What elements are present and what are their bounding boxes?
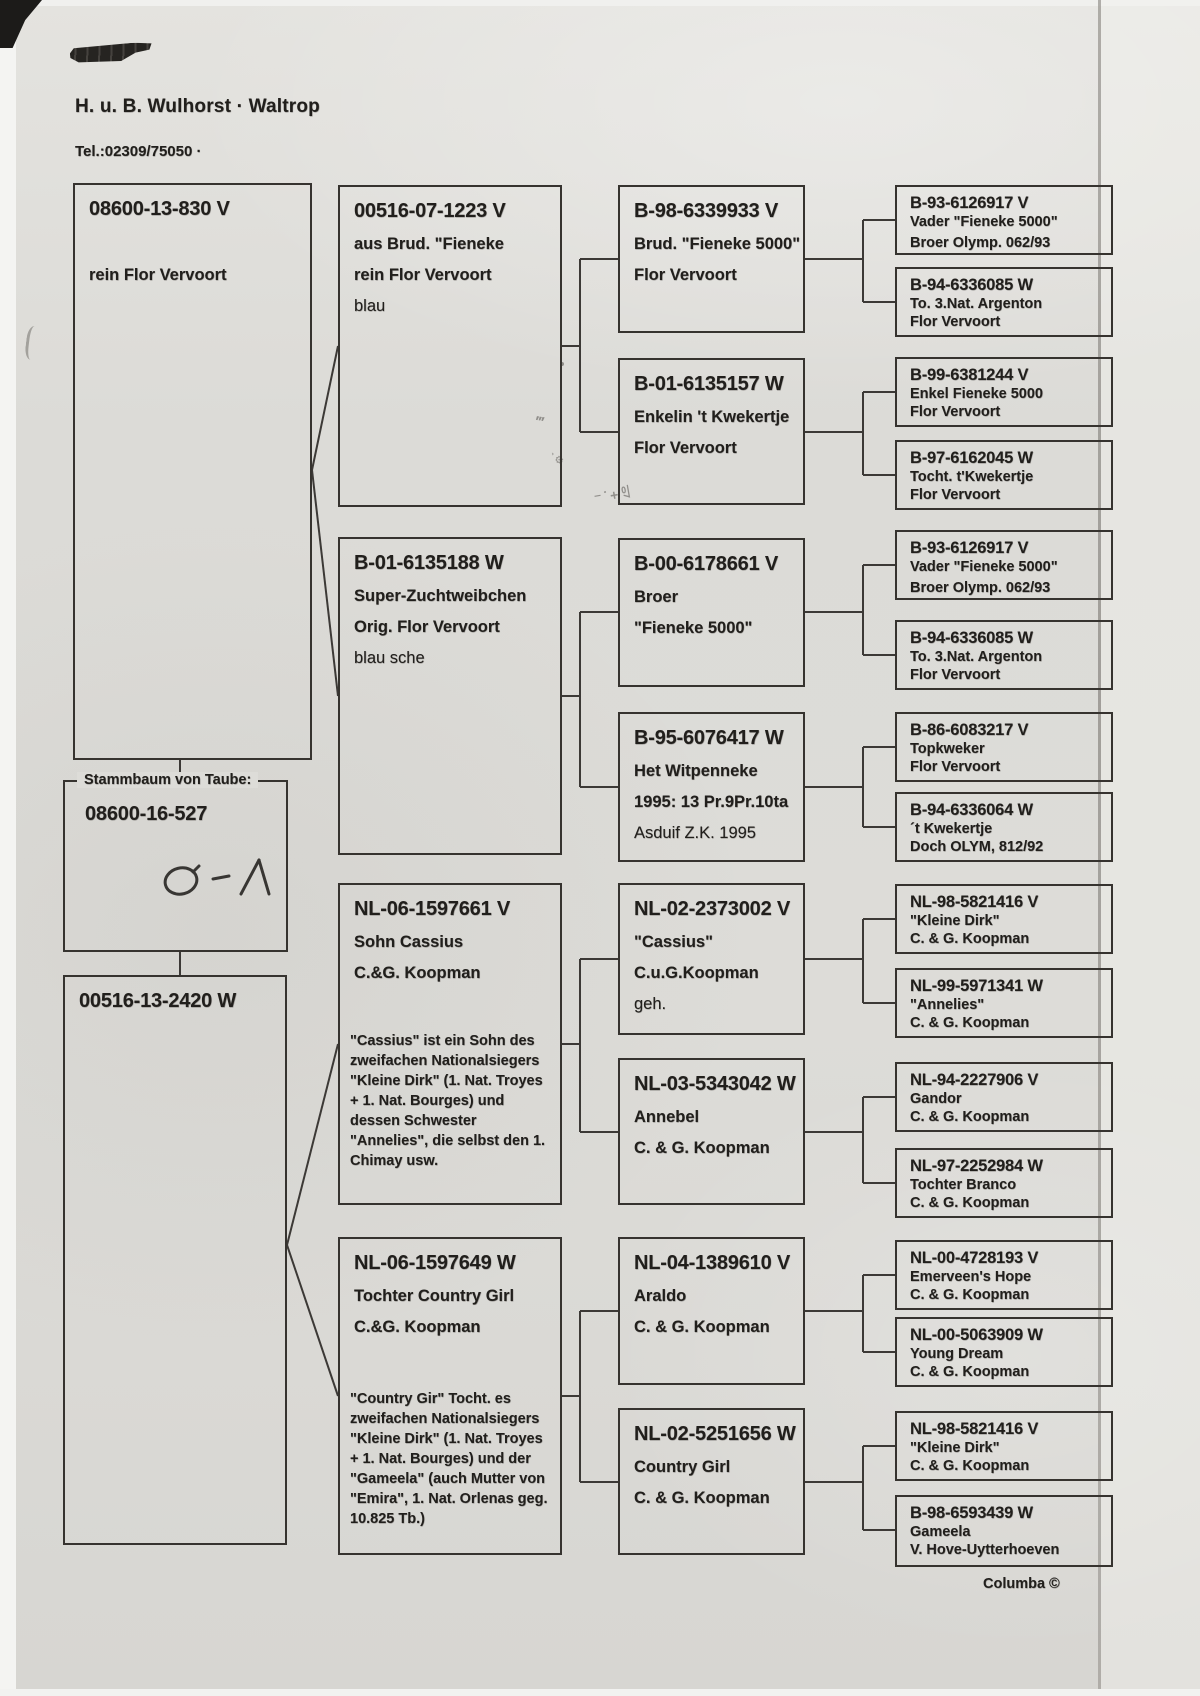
entry-line: Topkweker bbox=[910, 741, 985, 757]
ring-number: NL-98-5821416 V bbox=[910, 1420, 1039, 1438]
pedigree-entry-gen2-3 bbox=[338, 883, 562, 1205]
pedigree-entry-gen4-16 bbox=[895, 1495, 1113, 1567]
ring-number: NL-00-5063909 W bbox=[910, 1326, 1043, 1344]
entry-line: Flor Vervoort bbox=[634, 266, 737, 284]
entry-line: Flor Vervoort bbox=[910, 759, 1001, 775]
ring-number: B-94-6336085 W bbox=[910, 276, 1033, 294]
entry-line: 1995: 13 Pr.9Pr.10ta bbox=[634, 793, 789, 811]
entry-line: geh. bbox=[634, 995, 667, 1013]
breeder-phone: Tel.:02309/75050 · bbox=[75, 143, 202, 160]
entry-line: Vader "Fieneke 5000" bbox=[910, 559, 1058, 575]
entry-line: Broer Olymp. 062/93 bbox=[910, 580, 1051, 596]
entry-line: Broer bbox=[634, 588, 679, 606]
entry-line: "Kleine Dirk" bbox=[910, 1440, 1000, 1456]
pedigree-entry-gen4-7 bbox=[895, 712, 1113, 782]
entry-line: Enkel Fieneke 5000 bbox=[910, 386, 1043, 402]
entry-line: ´t Kwekertje bbox=[910, 821, 993, 837]
entry-line: C.&G. Koopman bbox=[354, 1318, 481, 1336]
ring-number: NL-99-5971341 W bbox=[910, 977, 1043, 995]
pedigree-entry-gen2-4 bbox=[338, 1237, 562, 1555]
entry-line: rein Flor Vervoort bbox=[354, 266, 492, 284]
entry-line: C. & G. Koopman bbox=[910, 1364, 1030, 1380]
scan-edge-bottom bbox=[0, 1689, 1200, 1696]
scan-artifact: ‴ bbox=[534, 413, 545, 432]
scan-corner-artifact bbox=[0, 0, 42, 48]
entry-line: C.u.G.Koopman bbox=[634, 964, 759, 982]
scan-artifact bbox=[24, 325, 41, 360]
entry-line: C. & G. Koopman bbox=[910, 1195, 1030, 1211]
subject-legend: Stammbaum von Taube: bbox=[77, 772, 258, 788]
ring-number: 00516-13-2420 W bbox=[79, 990, 237, 1012]
ring-number: B-00-6178661 V bbox=[634, 553, 778, 575]
entry-line: Vader "Fieneke 5000" bbox=[910, 214, 1058, 230]
entry-line: Tocht. t'Kwekertje bbox=[910, 469, 1034, 485]
pedigree-entry-gen4-12 bbox=[895, 1148, 1113, 1218]
entry-line: "Fieneke 5000" bbox=[634, 619, 753, 637]
pedigree-entry-gen4-13 bbox=[895, 1240, 1113, 1310]
ring-number: NL-06-1597661 V bbox=[354, 898, 510, 920]
ring-number: B-97-6162045 W bbox=[910, 449, 1033, 467]
entry-line: Tochter Country Girl bbox=[354, 1287, 515, 1305]
entry-line: C. & G. Koopman bbox=[634, 1139, 770, 1157]
entry-line: C. & G. Koopman bbox=[910, 1287, 1030, 1303]
breeder-name: H. u. B. Wulhorst · Waltrop bbox=[75, 96, 320, 117]
ring-number: NL-06-1597649 W bbox=[354, 1252, 516, 1274]
pedigree-entry-gen3-5 bbox=[618, 883, 805, 1035]
entry-line: C.&G. Koopman bbox=[354, 964, 481, 982]
entry-line: Brud. "Fieneke 5000" bbox=[634, 235, 801, 253]
pedigree-entry-gen2-2 bbox=[338, 537, 562, 855]
entry-line: "Kleine Dirk" bbox=[910, 913, 1000, 929]
entry-line: "Cassius" bbox=[634, 933, 713, 951]
pedigree-entry-gen3-2 bbox=[618, 358, 805, 505]
scan-artifact: ʾ۞ bbox=[550, 449, 564, 466]
ring-number: B-01-6135188 W bbox=[354, 552, 504, 574]
logo-stamp bbox=[70, 42, 153, 65]
entry-line: Doch OLYM, 812/92 bbox=[910, 839, 1044, 855]
entry-line: Country Girl bbox=[634, 1458, 731, 1476]
pedigree-entry-gen2-1 bbox=[338, 185, 562, 507]
scan-edge-top bbox=[0, 0, 1200, 6]
ring-number: NL-00-4728193 V bbox=[910, 1249, 1039, 1267]
entry-line: blau bbox=[354, 297, 386, 315]
entry-line: To. 3.Nat. Argenton bbox=[910, 296, 1043, 312]
entry-line: Super-Zuchtweibchen bbox=[354, 587, 527, 605]
entry-note: "Country Gir" Tocht. es zweifachen Nationalsiegers "Kleine Dirk" (1. Nat. Troyes + 1. Nat. Bourges) und der "Gameela" (auch Mutter von "Emira", 1. Nat. Orlenas geg. 10.825 Tb.) bbox=[350, 1391, 548, 1527]
entry-line: To. 3.Nat. Argenton bbox=[910, 649, 1043, 665]
scan-edge-left bbox=[0, 0, 16, 1696]
pedigree-entry-gen4-3 bbox=[895, 357, 1113, 427]
ring-number: NL-02-5251656 W bbox=[634, 1423, 796, 1445]
entry-line: Sohn Cassius bbox=[354, 933, 464, 951]
entry-line: Tochter Branco bbox=[910, 1177, 1017, 1193]
ring-number: B-01-6135157 W bbox=[634, 373, 784, 395]
entry-line: V. Hove-Uytterhoeven bbox=[910, 1542, 1060, 1558]
pedigree-entry-gen4-8 bbox=[895, 792, 1113, 862]
entry-line: Flor Vervoort bbox=[910, 667, 1001, 683]
entry-line: Araldo bbox=[634, 1287, 687, 1305]
ring-number: NL-02-2373002 V bbox=[634, 898, 790, 920]
ring-number: NL-98-5821416 V bbox=[910, 893, 1039, 911]
entry-line: Annebel bbox=[634, 1108, 700, 1126]
entry-line: "Annelies" bbox=[910, 997, 985, 1013]
pedigree-entry-gen4-5 bbox=[895, 530, 1113, 600]
ring-number: B-94-6336064 W bbox=[910, 801, 1033, 819]
entry-line: C. & G. Koopman bbox=[910, 1109, 1030, 1125]
entry-line: Broer Olymp. 062/93 bbox=[910, 235, 1051, 251]
entry-line: Emerveen's Hope bbox=[910, 1269, 1032, 1285]
entry-line: C. & G. Koopman bbox=[634, 1489, 770, 1507]
ring-number: NL-04-1389610 V bbox=[634, 1252, 790, 1274]
ring-number: B-94-6336085 W bbox=[910, 629, 1033, 647]
pedigree-entry-gen3-8 bbox=[618, 1408, 805, 1555]
entry-line: blau sche bbox=[354, 649, 425, 667]
pedigree-entry-gen4-9 bbox=[895, 884, 1113, 954]
ring-number: 08600-13-830 V bbox=[89, 198, 230, 220]
ring-number: NL-94-2227906 V bbox=[910, 1071, 1039, 1089]
entry-line: Flor Vervoort bbox=[910, 404, 1001, 420]
ring-number: 00516-07-1223 V bbox=[354, 200, 506, 222]
pedigree-entry-gen4-1 bbox=[895, 185, 1113, 255]
ring-number: B-99-6381244 V bbox=[910, 366, 1029, 384]
pedigree-entry-sire bbox=[73, 183, 312, 760]
pedigree-entry-gen4-4 bbox=[895, 440, 1113, 510]
entry-line: Orig. Flor Vervoort bbox=[354, 618, 500, 636]
entry-line: Flor Vervoort bbox=[910, 314, 1001, 330]
entry-line: Gandor bbox=[910, 1091, 962, 1107]
pedigree-entry-gen4-6 bbox=[895, 620, 1113, 690]
pedigree-entry-gen3-1 bbox=[618, 185, 805, 333]
entry-line: Gameela bbox=[910, 1524, 971, 1540]
ring-number: B-98-6593439 W bbox=[910, 1504, 1033, 1522]
ring-number: B-93-6126917 V bbox=[910, 539, 1029, 557]
entry-line: rein Flor Vervoort bbox=[89, 266, 227, 284]
entry-line: Young Dream bbox=[910, 1346, 1004, 1362]
handwritten-mark bbox=[153, 848, 293, 915]
entry-line: Flor Vervoort bbox=[634, 439, 737, 457]
entry-line: C. & G. Koopman bbox=[910, 931, 1030, 947]
ring-number: B-98-6339933 V bbox=[634, 200, 778, 222]
pedigree-entry-gen4-2 bbox=[895, 267, 1113, 337]
scan-right-margin bbox=[1101, 0, 1200, 1696]
ring-number: NL-97-2252984 W bbox=[910, 1157, 1043, 1175]
scan-artifact: ⁻˙+ꆾ bbox=[592, 483, 635, 507]
pedigree-entry-gen3-3 bbox=[618, 538, 805, 687]
entry-note: "Cassius" ist ein Sohn des zweifachen Nationalsiegers "Kleine Dirk" (1. Nat. Troyes + 1. Nat. Bourges) und dessen Schwester "Annelies", die selbst den 1. Chimay usw. bbox=[350, 1033, 546, 1169]
entry-line: aus Brud. "Fieneke bbox=[354, 235, 504, 253]
entry-line: Asduif Z.K. 1995 bbox=[634, 824, 756, 842]
entry-line: Enkelin 't Kwekertje bbox=[634, 408, 790, 426]
subject-pigeon-box bbox=[63, 772, 288, 952]
pedigree-entry-dam bbox=[63, 975, 287, 1545]
entry-line: C. & G. Koopman bbox=[910, 1015, 1030, 1031]
ring-number: NL-03-5343042 W bbox=[634, 1073, 796, 1095]
pedigree-entry-gen4-10 bbox=[895, 968, 1113, 1038]
pedigree-entry-gen4-15 bbox=[895, 1411, 1113, 1481]
columba-brand: Columba © bbox=[983, 1576, 1060, 1592]
entry-line: Het Witpenneke bbox=[634, 762, 758, 780]
entry-line: Flor Vervoort bbox=[910, 487, 1001, 503]
ring-number: B-93-6126917 V bbox=[910, 194, 1029, 212]
ring-number: 08600-16-527 bbox=[85, 803, 208, 825]
ring-number: B-86-6083217 V bbox=[910, 721, 1029, 739]
pedigree-entry-gen3-7 bbox=[618, 1237, 805, 1385]
pedigree-entry-gen4-14 bbox=[895, 1317, 1113, 1387]
entry-line: C. & G. Koopman bbox=[634, 1318, 770, 1336]
pedigree-entry-gen3-6 bbox=[618, 1058, 805, 1205]
pedigree-entry-gen4-11 bbox=[895, 1062, 1113, 1132]
ring-number: B-95-6076417 W bbox=[634, 727, 784, 749]
entry-line: C. & G. Koopman bbox=[910, 1458, 1030, 1474]
pedigree-entry-gen3-4 bbox=[618, 712, 805, 862]
